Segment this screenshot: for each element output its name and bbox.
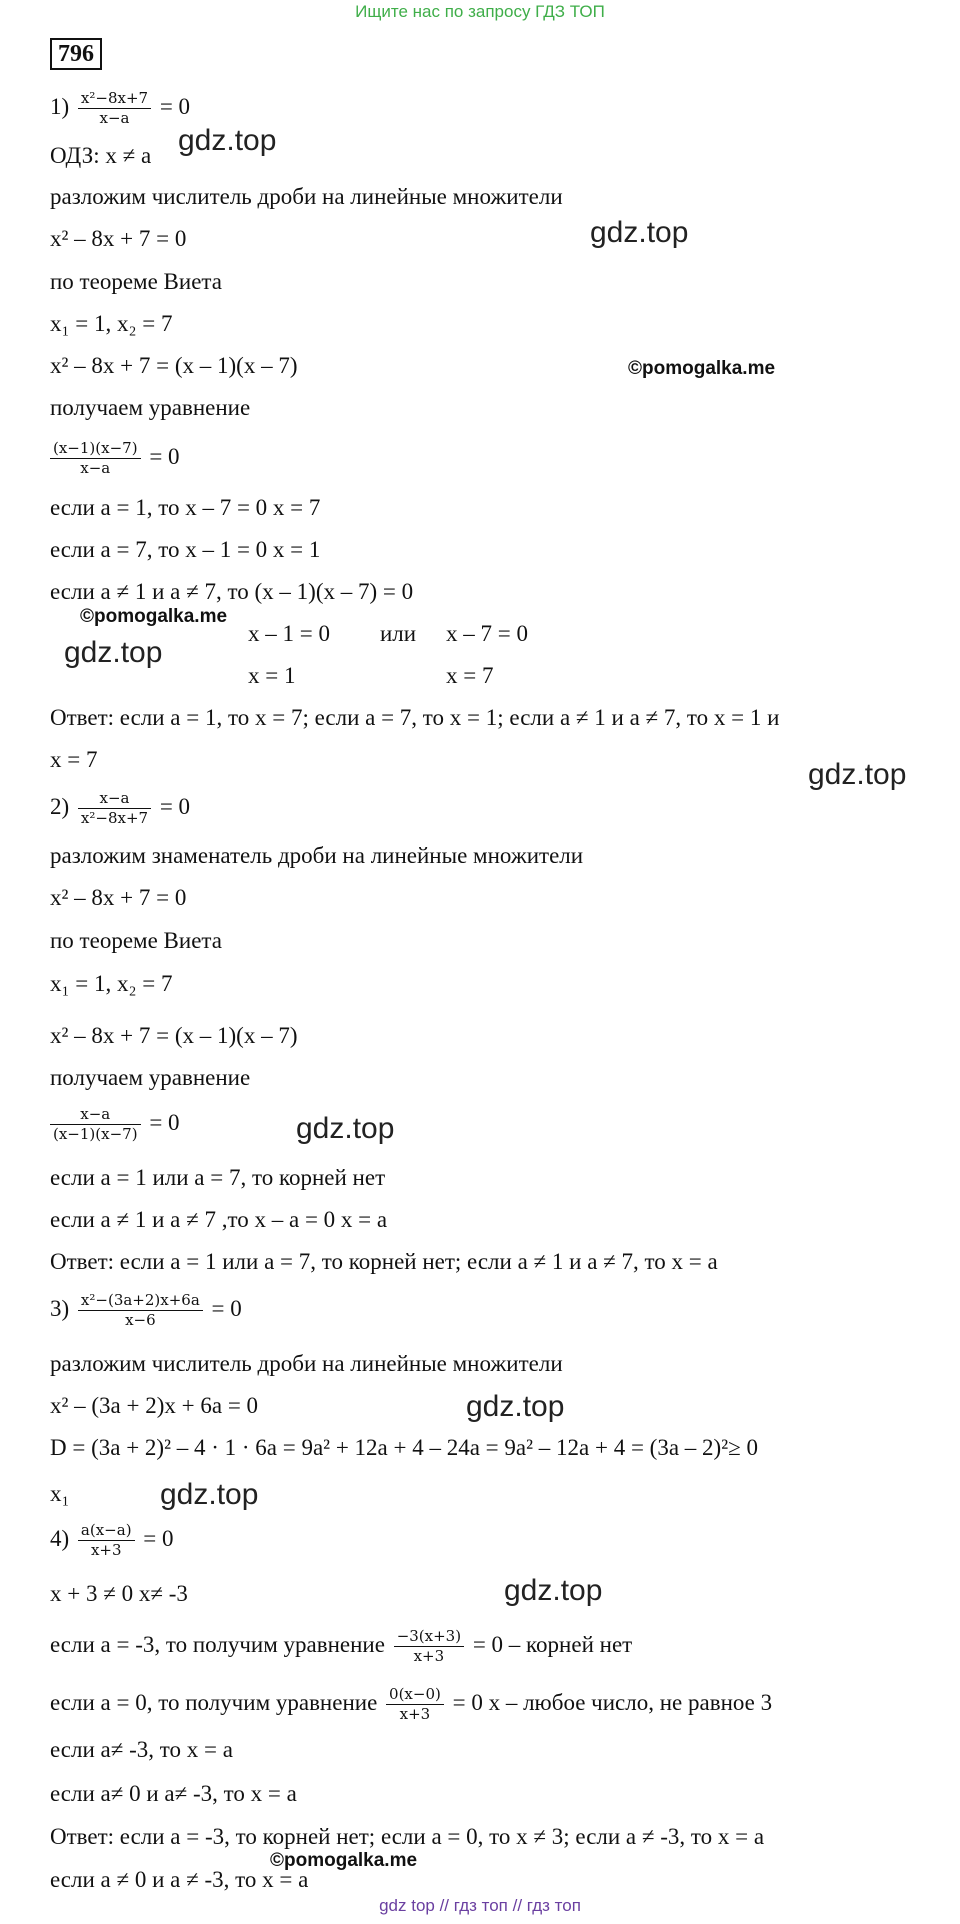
p4-case2-num: 0(x−0) xyxy=(386,1686,444,1705)
p1-eq2 xyxy=(50,440,180,477)
p2-frac2-num: x−a xyxy=(50,1106,141,1125)
p4-case2-pre: если a = 0, то получим уравнение xyxy=(50,1689,378,1715)
p3-equation xyxy=(50,1292,242,1329)
p1-get-eq: получаем уравнение xyxy=(50,395,251,420)
p4-frac-num: a(x−a) xyxy=(78,1522,135,1541)
p4-eq0: = 0 xyxy=(143,1525,174,1551)
p1-vieta: по теореме Виета xyxy=(50,269,222,294)
p1-frac2 xyxy=(50,440,141,477)
p4-case3: если a≠ -3, то x = a xyxy=(50,1737,233,1762)
p1-answer1: Ответ: если a = 1, то x = 7; если a = 7, то x = 1; если a ≠ 1 и a ≠ 7, то x = 1 и xyxy=(50,705,780,730)
p1-eq2-zero: = 0 xyxy=(149,443,180,469)
p1-label: 1) xyxy=(50,93,70,119)
p2-fraction xyxy=(78,790,151,827)
p4-fraction xyxy=(78,1522,135,1559)
p4-case2-den: x+3 xyxy=(399,1705,431,1723)
p4-case2 xyxy=(50,1686,772,1723)
p1-odz: ОДЗ: x ≠ a xyxy=(50,143,152,168)
gdz-watermark: gdz.top xyxy=(808,758,907,791)
p2-label: 2) xyxy=(50,793,70,819)
p2-frac-den: x²−8x+7 xyxy=(80,809,149,827)
p1-sub1b: x – 7 = 0 xyxy=(446,621,528,646)
p1-case2: если a = 7, то x – 1 = 0 x = 1 xyxy=(50,537,321,562)
p1-answer2: x = 7 xyxy=(50,747,98,772)
p1-case3: если a ≠ 1 и a ≠ 7, то (x – 1)(x – 7) = 0 xyxy=(50,579,414,604)
p1-fraction xyxy=(78,90,151,127)
p4-label: 4) xyxy=(50,1525,70,1551)
p3-factor-text: разложим числитель дроби на линейные множители xyxy=(50,1351,563,1376)
p4-case1-pre: если a = -3, то получим уравнение xyxy=(50,1631,385,1657)
p4-case1-frac xyxy=(394,1628,464,1665)
pomogalka-watermark: ©pomogalka.me xyxy=(628,358,776,379)
p1-frac2-num: (x−1)(x−7) xyxy=(50,440,141,459)
p1-case1: если a = 1, то x – 7 = 0 x = 7 xyxy=(50,495,321,520)
gdz-watermark: gdz.top xyxy=(466,1390,565,1423)
p4-case1-post: = 0 – корней нет xyxy=(472,1631,633,1657)
p1-sub1a: x – 1 = 0 xyxy=(248,621,330,646)
p3-frac-num: x²−(3a+2)x+6a xyxy=(78,1292,203,1311)
p1-frac-den: x−a xyxy=(99,109,130,127)
p2-frac2 xyxy=(50,1106,141,1143)
p2-equation xyxy=(50,790,190,827)
p4-case4: если a≠ 0 и a≠ -3, то x = a xyxy=(50,1781,297,1806)
pomogalka-watermark: ©pomogalka.me xyxy=(270,1850,418,1871)
p4-answer1: Ответ: если a = -3, то корней нет; если a = 0, то x ≠ 3; если a ≠ -3, то x = a xyxy=(50,1824,765,1849)
p3-quad: x² – (3a + 2)x + 6a = 0 xyxy=(50,1393,259,1418)
p1-sub2a: x = 1 xyxy=(248,663,296,688)
p1-factored: x² – 8x + 7 = (x – 1)(x – 7) xyxy=(50,353,298,378)
p3-label: 3) xyxy=(50,1295,70,1321)
gdz-watermark: gdz.top xyxy=(504,1574,603,1607)
p1-roots: x₁ = 1, x₂ = 7 xyxy=(50,311,173,336)
p4-case1-den: x+3 xyxy=(413,1647,445,1665)
p2-frac2-den: (x−1)(x−7) xyxy=(53,1125,138,1143)
p1-or: или xyxy=(380,621,417,646)
p1-frac2-den: x−a xyxy=(80,459,111,477)
p2-case2: если a ≠ 1 и a ≠ 7 ,то x – a = 0 x = a xyxy=(50,1207,388,1232)
p4-case1-num: −3(x+3) xyxy=(394,1628,464,1647)
gdz-watermark: gdz.top xyxy=(590,216,689,249)
p4-case2-post: = 0 x – любое число, не равное 3 xyxy=(452,1689,773,1715)
p1-equation xyxy=(50,90,190,127)
p3-disc: D = (3a + 2)² – 4 · 1 · 6a = 9a² + 12a + 4 – 24a = 9a² – 12a + 4 = (3a – 2)²≥ 0 xyxy=(50,1435,758,1460)
p1-eq0: = 0 xyxy=(159,93,191,119)
p2-eq2-zero: = 0 xyxy=(149,1109,180,1135)
p2-quad: x² – 8x + 7 = 0 xyxy=(50,885,187,910)
gdz-watermark: gdz.top xyxy=(178,124,277,157)
p2-answer: Ответ: если a = 1 или a = 7, то корней нет; если a ≠ 1 и a ≠ 7, то x = a xyxy=(50,1249,718,1274)
p1-quad: x² – 8x + 7 = 0 xyxy=(50,226,187,251)
p2-factored: x² – 8x + 7 = (x – 1)(x – 7) xyxy=(50,1023,298,1048)
search-link[interactable]: Ищите нас по запросу ГДЗ ТОП xyxy=(355,2,605,21)
pomogalka-watermark: ©pomogalka.me xyxy=(80,606,228,627)
p4-answer2: если a ≠ 0 и a ≠ -3, то x = a xyxy=(50,1867,309,1892)
p2-vieta: по теореме Виета xyxy=(50,928,222,953)
footer-links[interactable]: gdz top // гдз топ // гдз топ xyxy=(379,1896,581,1915)
p1-sub2b: x = 7 xyxy=(446,663,494,688)
p1-factor-text: разложим числитель дроби на линейные множители xyxy=(50,184,563,209)
p2-eq0: = 0 xyxy=(159,793,191,819)
p3-frac-den: x−6 xyxy=(125,1311,156,1329)
p2-eq2 xyxy=(50,1106,180,1143)
p3-eq0: = 0 xyxy=(211,1295,242,1321)
gdz-watermark: gdz.top xyxy=(296,1112,395,1145)
p4-case1 xyxy=(50,1628,632,1665)
p2-factor-text: разложим знаменатель дроби на линейные множители xyxy=(50,843,584,868)
p2-get-eq: получаем уравнение xyxy=(50,1065,251,1090)
p3-fraction xyxy=(78,1292,203,1329)
gdz-watermark: gdz.top xyxy=(64,636,163,669)
gdz-watermark: gdz.top xyxy=(160,1478,259,1511)
task-number: 796 xyxy=(50,38,102,70)
p4-equation xyxy=(50,1522,174,1559)
p2-frac-num: x−a xyxy=(78,790,151,809)
p4-frac-den: x+3 xyxy=(90,1541,122,1559)
p2-roots: x₁ = 1, x₂ = 7 xyxy=(50,971,173,996)
p3-x1: x₁ xyxy=(50,1481,70,1506)
p4-case2-frac xyxy=(386,1686,444,1723)
p2-case1: если a = 1 или a = 7, то корней нет xyxy=(50,1165,386,1190)
p4-cond: x + 3 ≠ 0 x≠ -3 xyxy=(50,1581,188,1606)
p1-frac-num: x²−8x+7 xyxy=(78,90,151,109)
